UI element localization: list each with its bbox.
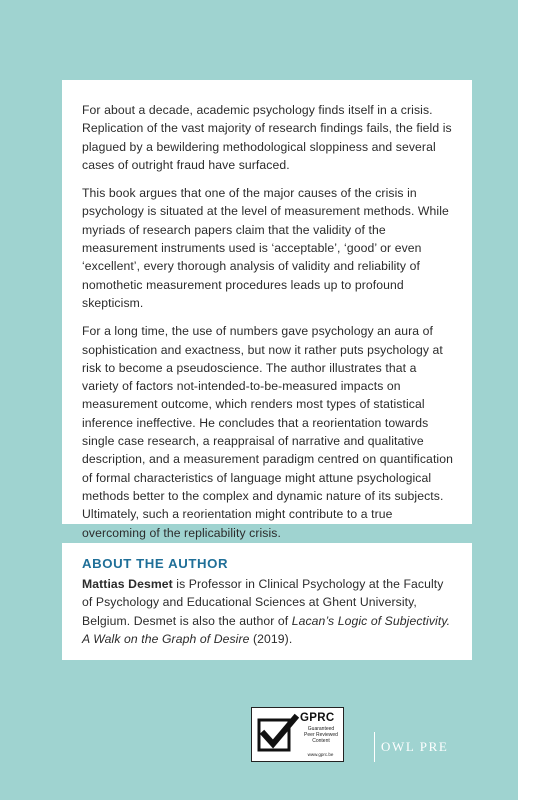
author-name: Mattias Desmet — [82, 577, 173, 591]
gprc-line-1: Guaranteed — [307, 726, 335, 732]
publisher-logo — [374, 729, 448, 765]
author-bio-text-2: (2019). — [249, 631, 293, 646]
gprc-line-3: Content — [312, 738, 330, 744]
gprc-badge — [251, 707, 344, 762]
book-description — [62, 80, 472, 540]
gprc-subtitle — [299, 726, 343, 744]
publisher-name: OWL PRE — [381, 739, 449, 754]
author-bio-text-1: is Professor in Clinical Psychology at the Faculty of Psychology and Educational Sciences at Ghent University, Belgium. Desmet is also the author of — [82, 577, 444, 628]
author-bio — [82, 575, 454, 648]
gprc-url: www.gprc.be — [307, 752, 334, 757]
gprc-title: GPRC — [300, 712, 335, 724]
description-paragraph-2: This book argues that one of the major causes of the crisis in psychology is situated at the level of measurement methods. While myriads of research papers claim that the validity of the measurement instruments used is ‘acceptable’, ‘good’ or even ‘excellent’, every thorough analysis of validity and reliability of nomothetic measurement procedures leads up to profound skepticism. — [82, 186, 449, 310]
gprc-line-2: Peer Reviewed — [304, 732, 338, 738]
about-author-heading: ABOUT THE AUTHOR — [82, 556, 229, 571]
description-paragraph-3: For a long time, the use of numbers gave psychology an aura of sophistication and exactness, but now it rather puts psychology at risk to become a pseudoscience. The author illustrates that a variety of factors not-intended-to-be-measured impacts on measurement outcome, which renders most types of statistical inference ineffective. He concludes that a reorientation towards single case research, a reappraisal of narrative and qualitative description, and a measurement paradigm centred on quantification of formal characteristics of language might attune psychological methods better to the complex and dynamic nature of its subjects. Ultimately, such a reorientation might contribute to a true overcoming of the replicability crisis. — [82, 324, 453, 540]
description-paragraph-1: For about a decade, academic psychology finds itself in a crisis. Replication of the vast majority of research findings fails, the field is plagued by a bewildering methodological sloppiness and several cases of outright fraud have surfaced. — [82, 103, 452, 172]
previous-book-title: Lacan’s Logic of Subjectivity. A Walk on the Graph of Desire — [82, 613, 451, 646]
about-author-section — [62, 543, 472, 660]
publisher-divider — [374, 732, 375, 762]
checkmark-icon — [255, 712, 299, 756]
page-edge — [518, 0, 536, 800]
